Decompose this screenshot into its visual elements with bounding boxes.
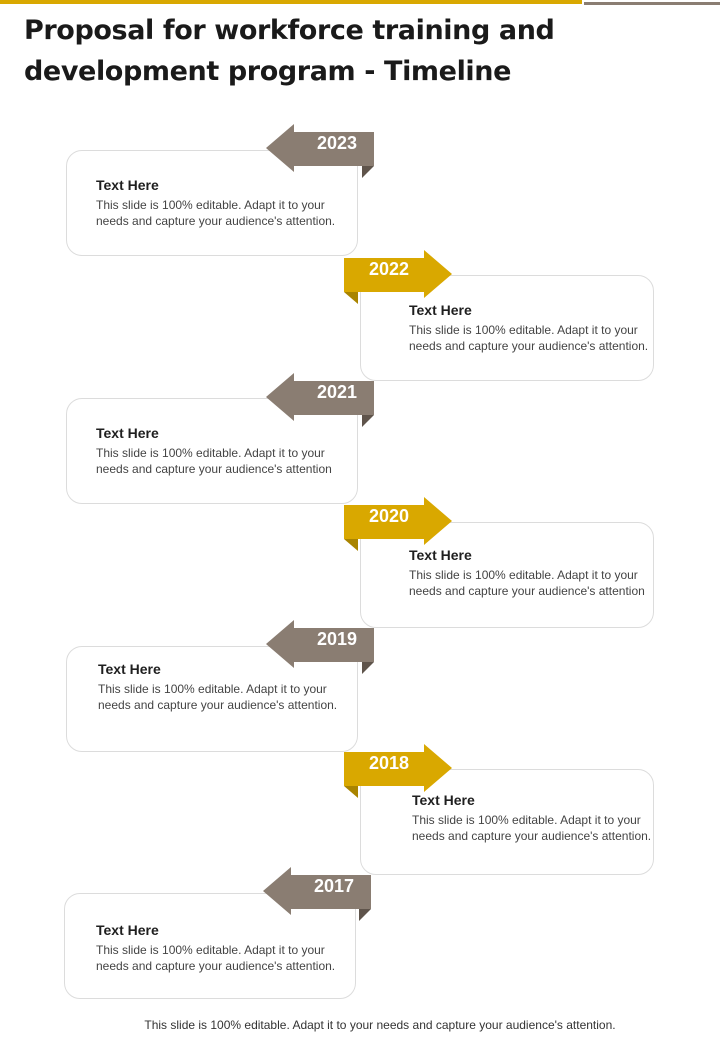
year-badge-2022 — [344, 250, 454, 306]
year-label: 2022 — [368, 259, 410, 279]
card-body: This slide is 100% editable. Adapt it to your needs and capture your audience's attention. — [98, 682, 338, 712]
card-heading: Text Here — [96, 922, 159, 938]
card-heading: Text Here — [412, 792, 475, 808]
page-title: Proposal for workforce training and development program - Timeline — [24, 15, 555, 87]
card-heading: Text Here — [98, 661, 161, 677]
card-body: This slide is 100% editable. Adapt it to your needs and capture your audience's attention. — [96, 943, 336, 973]
footer-note: This slide is 100% editable. Adapt it to your needs and capture your audience's attention. — [144, 1018, 616, 1032]
card-body: This slide is 100% editable. Adapt it to your needs and capture your audience's attention. — [96, 198, 336, 228]
year-label: 2023 — [316, 133, 358, 153]
top-accent-bar-secondary — [584, 2, 720, 5]
year-label: 2019 — [316, 629, 358, 649]
card-body: This slide is 100% editable. Adapt it to your needs and capture your audience's attention — [409, 568, 645, 598]
year-badge-2018 — [344, 744, 454, 800]
year-badge-2023 — [266, 124, 376, 180]
card-body: This slide is 100% editable. Adapt it to your needs and capture your audience's attention. — [412, 813, 652, 843]
year-label: 2021 — [316, 382, 358, 402]
card-heading: Text Here — [96, 177, 159, 193]
card-heading: Text Here — [96, 425, 159, 441]
year-badge-2019 — [266, 620, 376, 676]
year-label: 2020 — [368, 506, 410, 526]
year-badge-2020 — [344, 497, 454, 553]
top-accent-bar — [0, 0, 582, 4]
card-body: This slide is 100% editable. Adapt it to your needs and capture your audience's attention — [96, 446, 332, 476]
year-label: 2018 — [368, 753, 410, 773]
year-badge-2017 — [263, 867, 373, 923]
year-badge-2021 — [266, 373, 376, 429]
card-body: This slide is 100% editable. Adapt it to your needs and capture your audience's attention. — [409, 323, 649, 353]
card-heading: Text Here — [409, 302, 472, 318]
year-label: 2017 — [313, 876, 355, 896]
card-heading: Text Here — [409, 547, 472, 563]
